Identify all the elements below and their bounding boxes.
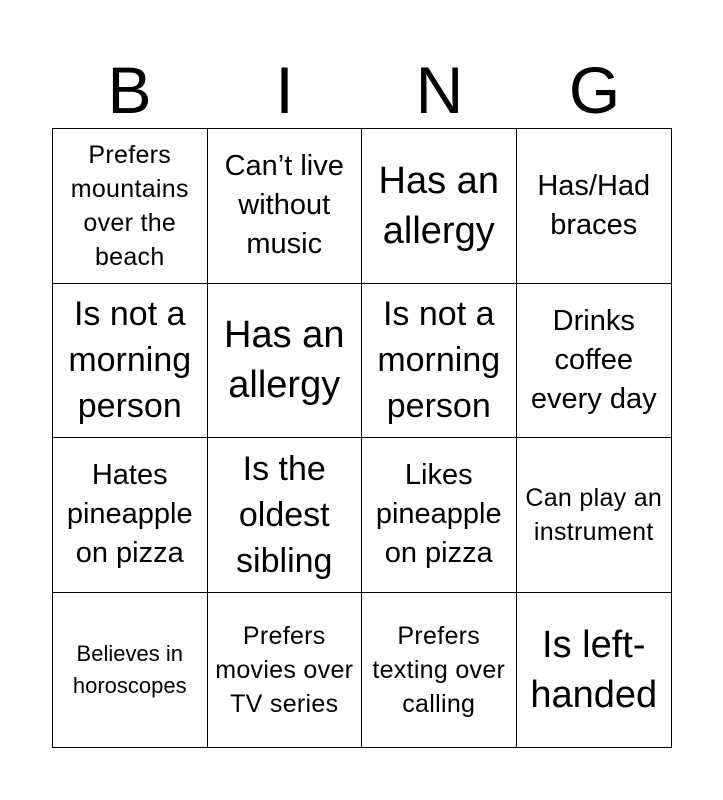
header-letter-b: B bbox=[107, 53, 152, 127]
bingo-cell-label: Can’t live without music bbox=[224, 150, 344, 261]
bingo-cell-label: Hates pineapple on pizza bbox=[66, 459, 193, 570]
bingo-cell[interactable] bbox=[517, 438, 672, 593]
bingo-cell-label: Has an allergy bbox=[224, 314, 345, 407]
bingo-cell-label: Prefers movies over TV series bbox=[215, 621, 354, 718]
bingo-cell-label: Has an allergy bbox=[378, 159, 499, 252]
bingo-cell[interactable] bbox=[517, 284, 672, 439]
bingo-cell-label: Is left-handed bbox=[530, 623, 658, 716]
bingo-cell-label: Has/Had braces bbox=[537, 169, 651, 241]
bingo-cell[interactable] bbox=[208, 129, 363, 284]
bingo-cell[interactable] bbox=[208, 438, 363, 593]
bingo-cell-label: Is not a morning person bbox=[68, 295, 192, 426]
bingo-cell[interactable] bbox=[362, 438, 517, 593]
bingo-cell[interactable] bbox=[517, 129, 672, 284]
bingo-cell[interactable] bbox=[53, 129, 208, 284]
bingo-cell-label: Prefers mountains over the beach bbox=[70, 140, 189, 271]
bingo-cell[interactable] bbox=[53, 438, 208, 593]
header-letter-i: I bbox=[275, 53, 294, 127]
bingo-cell-label: Is the oldest sibling bbox=[236, 449, 333, 580]
bingo-cell-label: Believes in horoscopes bbox=[72, 640, 187, 698]
bingo-cell[interactable] bbox=[362, 284, 517, 439]
bingo-cell[interactable] bbox=[53, 284, 208, 439]
bingo-cell-label: Is not a morning person bbox=[377, 295, 501, 426]
bingo-cell[interactable] bbox=[208, 284, 363, 439]
bingo-cell-label: Likes pineapple on pizza bbox=[375, 459, 502, 570]
bingo-cell[interactable] bbox=[362, 129, 517, 284]
bingo-cell-label: Drinks coffee every day bbox=[530, 304, 657, 415]
bingo-cell[interactable] bbox=[362, 593, 517, 748]
header-letter-g: G bbox=[568, 53, 621, 127]
bingo-cell-label: Can play an instrument bbox=[525, 483, 663, 546]
bingo-cell-label: Prefers texting over calling bbox=[372, 621, 506, 718]
bingo-header bbox=[52, 53, 672, 127]
bingo-cell[interactable] bbox=[517, 593, 672, 748]
bingo-cell[interactable] bbox=[208, 593, 363, 748]
bingo-cell[interactable] bbox=[53, 593, 208, 748]
header-letter-n: N bbox=[415, 53, 464, 127]
bingo-grid bbox=[52, 128, 672, 748]
